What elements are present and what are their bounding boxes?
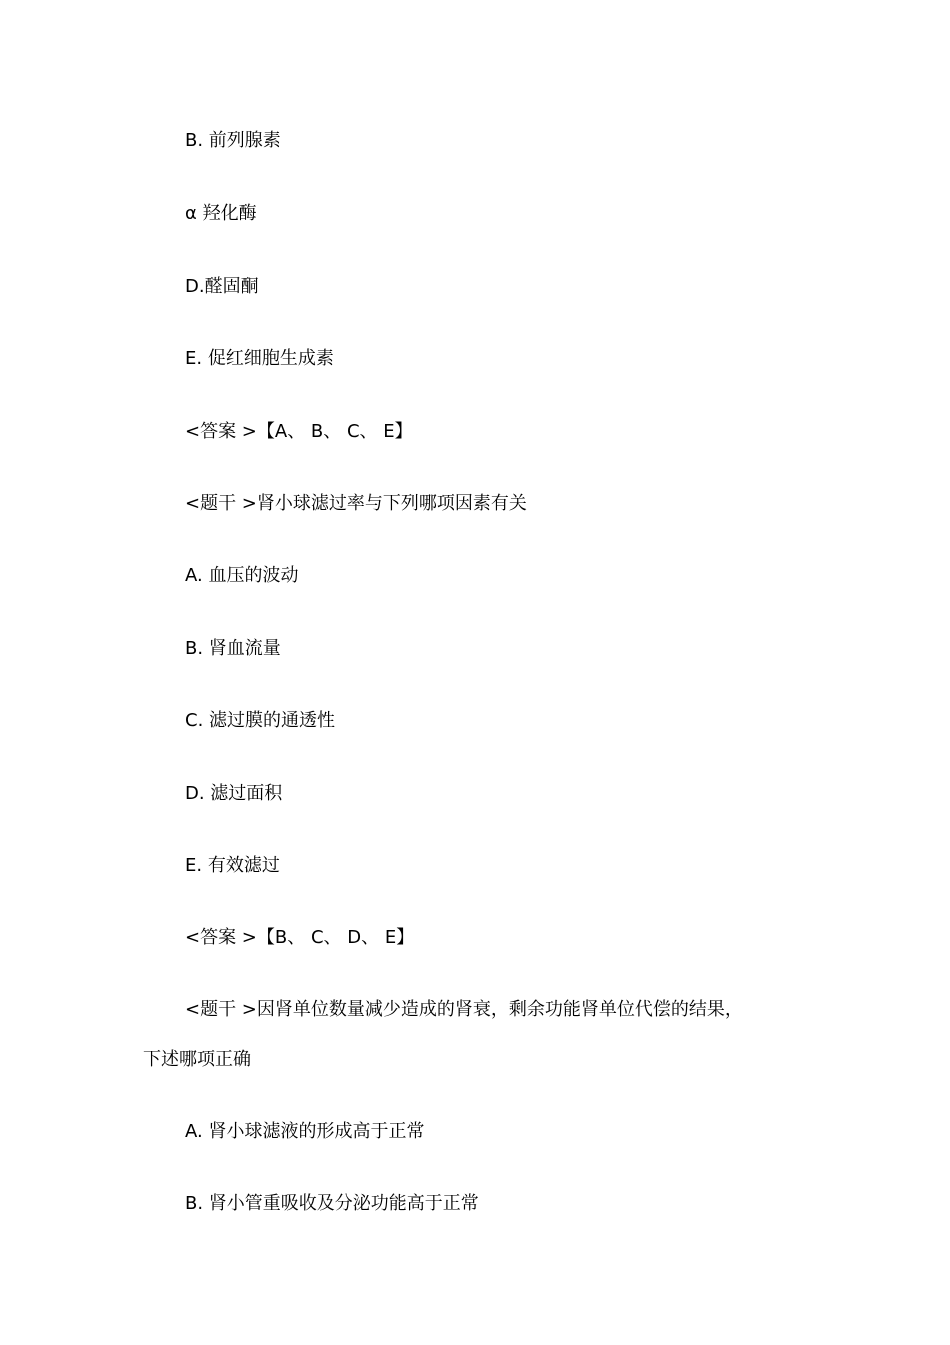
option-b-renal-blood-flow: B. 肾血流量 <box>185 638 281 659</box>
option-b-prostaglandin: B. 前列腺素 <box>185 130 281 151</box>
option-e-erythropoietin: E. 促红细胞生成素 <box>185 348 334 369</box>
option-a-glomerular-filtrate: A. 肾小球滤液的形成高于正常 <box>185 1121 425 1142</box>
question-stem-gfr: <题干 >肾小球滤过率与下列哪项因素有关 <box>185 493 527 514</box>
option-e-effective-filtration: E. 有效滤过 <box>185 855 280 876</box>
option-d-aldosterone: D.醛固酮 <box>185 276 259 297</box>
option-c-membrane-permeability: C. 滤过膜的通透性 <box>185 710 336 731</box>
answer-line-2: <答案 >【B、 C、 D、 E】 <box>185 927 415 948</box>
option-b-tubular-function: B. 肾小管重吸收及分泌功能高于正常 <box>185 1193 479 1214</box>
answer-line-1: <答案 >【A、 B、 C、 E】 <box>185 421 413 442</box>
option-alpha-hydroxylase: α 羟化酶 <box>185 203 257 224</box>
option-a-blood-pressure: A. 血压的波动 <box>185 565 299 586</box>
option-d-filtration-area: D. 滤过面积 <box>185 783 283 804</box>
question-stem-continuation: 下述哪项正确 <box>143 1049 251 1070</box>
question-stem-renal-failure: <题干 >因肾单位数量减少造成的肾衰，剩余功能肾单位代偿的结果， <box>185 999 743 1020</box>
